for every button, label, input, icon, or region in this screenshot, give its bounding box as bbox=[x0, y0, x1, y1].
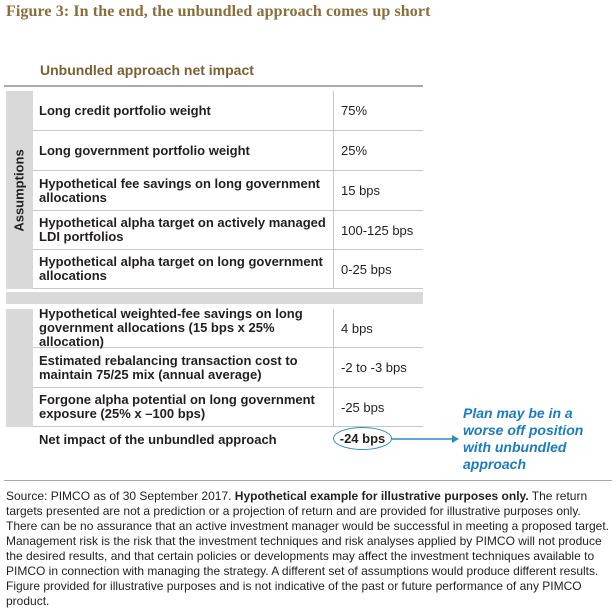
row-value: -25 bps bbox=[333, 388, 423, 426]
table-row bbox=[33, 131, 423, 171]
table-row bbox=[33, 306, 423, 349]
row-label: Hypothetical weighted-fee savings on long government allocations (15 bps x 25% allocation) bbox=[39, 306, 303, 349]
row-value: 15 bps bbox=[333, 171, 423, 210]
row-value: 100-125 bps bbox=[333, 211, 423, 249]
net-impact-value: -24 bps bbox=[339, 431, 386, 446]
table-row bbox=[33, 171, 423, 211]
table-row bbox=[33, 348, 423, 388]
source-bold: Hypothetical example for illustrative purposes only. bbox=[234, 489, 529, 503]
table-row bbox=[33, 388, 423, 427]
table-title: Unbundled approach net impact bbox=[40, 62, 254, 78]
table-row bbox=[33, 250, 423, 289]
source-rest: The return targets presented are not a prediction or a projection of return and are provided for illustrative purposes only. There can be no assurance that an active investment manager would be successful in meeting a proposed target. Management risk is the risk that the investment techniques and risk analyses applied by PIMCO will not produce the desired results, and that certain policies or developments may affect the investment techniques available to PIMCO in connection with managing the strategy. A different set of assumptions would produce different results. Figure provided for illustrative purposes and is not indicative of the past or future performance of any PIMCO product. bbox=[6, 489, 610, 608]
source-divider bbox=[4, 480, 612, 481]
row-value: 25% bbox=[333, 131, 423, 170]
source-lead: Source: PIMCO as of 30 September 2017. bbox=[6, 489, 235, 503]
title-divider bbox=[4, 85, 423, 87]
arrow-right-icon bbox=[390, 432, 460, 446]
row-label: Hypothetical alpha target on long government allocations bbox=[39, 254, 323, 283]
row-label: Long government portfolio weight bbox=[39, 142, 250, 158]
figure-title: Figure 3: In the end, the unbundled approach comes up short bbox=[6, 3, 431, 20]
row-label: Hypothetical fee savings on long government allocations bbox=[39, 175, 320, 205]
row-value: 4 bps bbox=[333, 309, 423, 347]
source-note bbox=[6, 489, 610, 609]
impact-band bbox=[6, 309, 33, 427]
table-row bbox=[33, 211, 423, 250]
row-value: 0-25 bps bbox=[333, 250, 423, 288]
row-label: Long credit portfolio weight bbox=[39, 102, 211, 118]
row-value: 75% bbox=[333, 91, 423, 130]
row-label: Estimated rebalancing transaction cost to maintain 75/25 mix (annual average) bbox=[39, 352, 298, 382]
row-label: Hypothetical alpha target on actively managed LDI portfolios bbox=[39, 215, 326, 244]
table-row bbox=[33, 91, 423, 131]
net-impact-label: Net impact of the unbundled approach bbox=[39, 432, 277, 447]
section-separator bbox=[6, 292, 423, 304]
assumptions-side-label: Assumptions bbox=[12, 148, 27, 232]
callout-text: Plan may be in a worse off position with unbundled approach bbox=[463, 405, 584, 472]
row-value: -2 to -3 bps bbox=[333, 348, 423, 387]
row-label: Forgone alpha potential on long government exposure (25% x –100 bps) bbox=[39, 392, 315, 421]
